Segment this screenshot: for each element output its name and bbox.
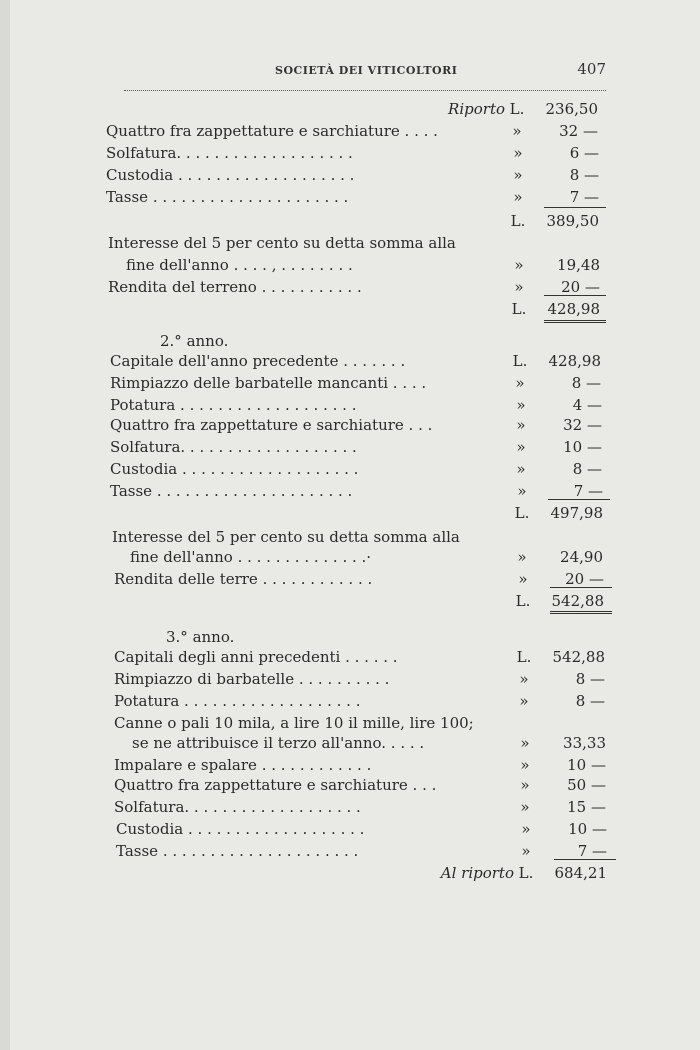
line-label: Tasse . . . . . . . . . . . . . . . . . . . . .	[116, 842, 359, 860]
line-label: se ne attribuisce il terzo all'anno. . . . .	[132, 734, 425, 752]
line-label: Rendita del terreno . . . . . . . . . . .	[108, 278, 362, 296]
currency-mark: L.	[512, 352, 528, 370]
ledger-line	[10, 186, 700, 208]
currency-mark: »	[512, 122, 522, 140]
currency-mark: »	[516, 438, 526, 456]
ledger-line	[10, 690, 700, 712]
amount: 10 —	[563, 438, 602, 456]
amount: 20 —	[565, 570, 604, 588]
line-label: fine dell'anno . . . . , . . . . . . . .	[126, 256, 353, 274]
ledger-line	[10, 646, 700, 668]
line-label: Rimpiazzo delle barbatelle mancanti . . . .	[110, 374, 427, 392]
currency-mark: »	[513, 166, 523, 184]
currency-mark: »	[519, 670, 529, 688]
currency-mark: »	[520, 798, 530, 816]
ledger-line	[10, 232, 700, 254]
line-label: Impalare e spalare . . . . . . . . . . . .	[114, 756, 372, 774]
currency-mark: »	[516, 460, 526, 478]
sum-rule	[550, 587, 612, 588]
line-label: 2.° anno.	[160, 332, 229, 350]
ledger-line	[10, 254, 700, 276]
currency-mark: »	[516, 396, 526, 414]
amount: 389,50	[546, 212, 599, 230]
ledger-line	[10, 98, 700, 120]
amount: 19,48	[557, 256, 600, 274]
line-label: Tasse . . . . . . . . . . . . . . . . . . . . .	[106, 188, 349, 206]
ledger-line	[10, 626, 700, 648]
amount: 7 —	[569, 188, 599, 206]
amount: 8 —	[571, 374, 601, 392]
currency-mark: »	[521, 820, 531, 838]
currency-mark: L.	[509, 100, 525, 118]
line-label: Potatura . . . . . . . . . . . . . . . . . . .	[114, 692, 361, 710]
ledger-line	[10, 502, 700, 524]
currency-mark: »	[517, 548, 527, 566]
currency-mark: L.	[514, 504, 530, 522]
carry-label: Al riporto	[440, 864, 514, 882]
ledger-line	[10, 818, 700, 840]
currency-mark: »	[515, 374, 525, 392]
ledger-line	[10, 372, 700, 394]
currency-mark: L.	[515, 592, 531, 610]
page-number: 407	[577, 60, 606, 78]
line-label: Potatura . . . . . . . . . . . . . . . . . . .	[110, 396, 357, 414]
ledger-line	[10, 754, 700, 776]
amount: 8 —	[572, 460, 602, 478]
line-label: Capitali degli anni precedenti . . . . . .	[114, 648, 398, 666]
running-header	[110, 58, 610, 88]
line-label: Quattro fra zappettature e sarchiature . . .	[110, 416, 433, 434]
currency-mark: »	[520, 776, 530, 794]
total-double-rule	[544, 320, 606, 323]
amount: 32 —	[563, 416, 602, 434]
currency-mark: »	[516, 416, 526, 434]
amount: 428,98	[547, 300, 600, 318]
ledger-line	[10, 350, 700, 372]
amount: 15 —	[567, 798, 606, 816]
total-double-rule	[550, 611, 612, 614]
header-rule	[124, 90, 606, 91]
ledger-line	[10, 712, 700, 734]
amount: 32 —	[559, 122, 598, 140]
ledger-line	[10, 668, 700, 690]
line-label: Interesse del 5 per cento su detta somma alla	[112, 528, 460, 546]
line-label: Canne o pali 10 mila, a lire 10 il mille, lire 100;	[114, 714, 474, 732]
amount: 236,50	[545, 100, 598, 118]
currency-mark: »	[513, 188, 523, 206]
amount: 542,88	[552, 648, 605, 666]
ledger-line	[10, 210, 700, 232]
line-label: Interesse del 5 per cento su detta somma alla	[108, 234, 456, 252]
amount: 33,33	[563, 734, 606, 752]
amount: 10 —	[568, 820, 607, 838]
book-page	[10, 0, 700, 1050]
amount: 8 —	[569, 166, 599, 184]
amount: 684,21	[554, 864, 607, 882]
sum-rule	[544, 207, 606, 208]
amount: 10 —	[567, 756, 606, 774]
sum-rule	[544, 295, 606, 296]
currency-mark: L.	[518, 864, 534, 882]
ledger-line	[10, 298, 700, 320]
currency-mark: »	[513, 144, 523, 162]
currency-mark: L.	[511, 300, 527, 318]
line-label: Custodia . . . . . . . . . . . . . . . . . . .	[116, 820, 365, 838]
line-label: Rendita delle terre . . . . . . . . . . . .	[114, 570, 373, 588]
amount: 24,90	[560, 548, 603, 566]
ledger-line	[10, 526, 700, 548]
ledger-line	[10, 590, 700, 612]
amount: 497,98	[550, 504, 603, 522]
ledger-line	[10, 436, 700, 458]
line-label: Rimpiazzo di barbatelle . . . . . . . . . .	[114, 670, 390, 688]
amount: 542,88	[551, 592, 604, 610]
currency-mark: »	[521, 842, 531, 860]
line-label: Quattro fra zappettature e sarchiature . . . .	[106, 122, 438, 140]
ledger-line	[10, 414, 700, 436]
amount: 50 —	[567, 776, 606, 794]
amount: 20 —	[561, 278, 600, 296]
line-label: Quattro fra zappettature e sarchiature . . .	[114, 776, 437, 794]
carry-label: Riporto	[448, 100, 505, 118]
sum-rule	[548, 499, 610, 500]
line-label: 3.° anno.	[166, 628, 235, 646]
currency-mark: »	[514, 278, 524, 296]
currency-mark: »	[517, 482, 527, 500]
amount: 6 —	[569, 144, 599, 162]
ledger-line	[10, 732, 700, 754]
ledger-line	[10, 394, 700, 416]
line-label: Custodia . . . . . . . . . . . . . . . . . . .	[106, 166, 355, 184]
amount: 7 —	[577, 842, 607, 860]
line-label: Solfatura. . . . . . . . . . . . . . . . . . .	[114, 798, 361, 816]
currency-mark: »	[518, 570, 528, 588]
running-title: SOCIETÀ DEI VITICOLTORI	[275, 64, 458, 77]
ledger-line	[10, 862, 700, 884]
currency-mark: »	[519, 692, 529, 710]
line-label: fine dell'anno . . . . . . . . . . . . . .·	[130, 548, 372, 566]
ledger-line	[10, 120, 700, 142]
sum-rule	[554, 859, 616, 860]
line-label: Custodia . . . . . . . . . . . . . . . . . . .	[110, 460, 359, 478]
line-label: Solfatura. . . . . . . . . . . . . . . . . . .	[110, 438, 357, 456]
currency-mark: »	[520, 734, 530, 752]
currency-mark: L.	[516, 648, 532, 666]
line-label: Solfatura. . . . . . . . . . . . . . . . . . .	[106, 144, 353, 162]
currency-mark: »	[520, 756, 530, 774]
line-label: Capitale dell'anno precedente . . . . . . .	[110, 352, 406, 370]
ledger-line	[10, 546, 700, 568]
amount: 7 —	[573, 482, 603, 500]
ledger-line	[10, 164, 700, 186]
ledger-line	[10, 796, 700, 818]
ledger-line	[10, 458, 700, 480]
amount: 8 —	[575, 692, 605, 710]
amount: 4 —	[572, 396, 602, 414]
ledger-line	[10, 142, 700, 164]
amount: 428,98	[548, 352, 601, 370]
currency-mark: »	[514, 256, 524, 274]
amount: 8 —	[575, 670, 605, 688]
line-label: Tasse . . . . . . . . . . . . . . . . . . . . .	[110, 482, 353, 500]
ledger-line	[10, 330, 700, 352]
ledger-line	[10, 774, 700, 796]
currency-mark: L.	[510, 212, 526, 230]
